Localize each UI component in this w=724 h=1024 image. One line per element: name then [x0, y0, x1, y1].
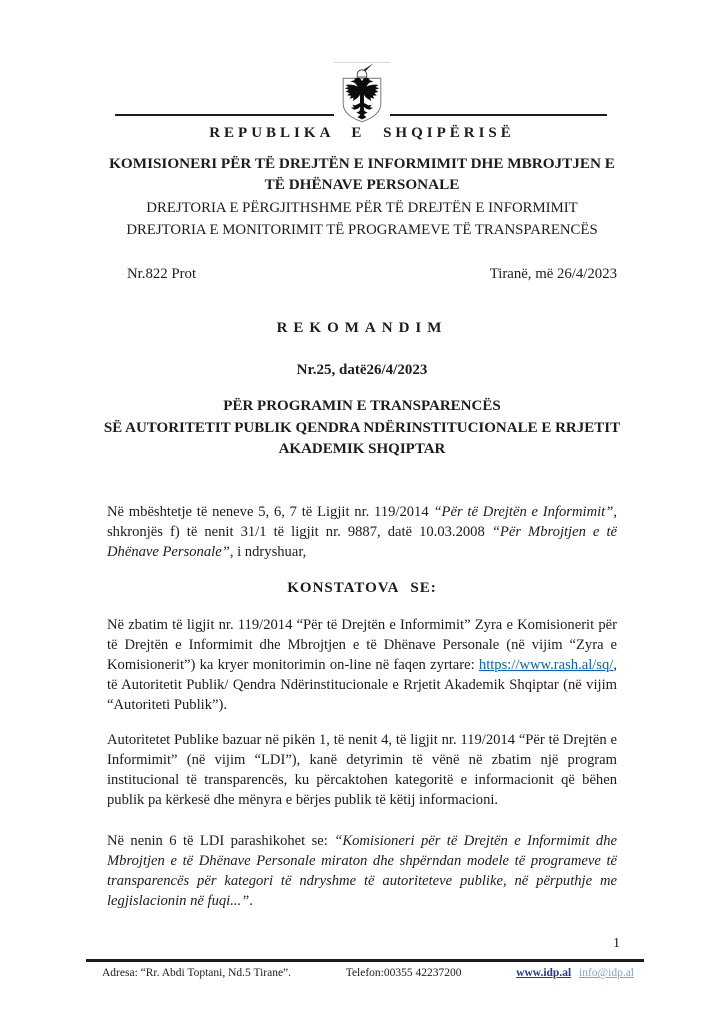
- footer-row: [102, 967, 634, 979]
- konstatova-heading: KONSTATOVA SE:: [287, 579, 437, 596]
- place-and-date: Tiranë, më 26/4/2023: [489, 266, 617, 282]
- paragraph-obligation: [107, 730, 617, 810]
- footer-phone: Telefon:00355 42237200: [345, 967, 462, 979]
- text-run: Në zbatim të ligjit nr. 119/2014 “Për të Drejtën e Informimit” Zyra e Komisionerit për të Drejtën e Informimit dhe Mbrojtjen e të Dhënave Personale (në vijim “Zyra e Komisionerit”) ka kryer monitorimin on-line në faqen zyrtare:: [107, 616, 617, 673]
- subject-line-2: SË AUTORITETIT PUBLIK QENDRA NDËRINSTITUCIONALE E RRJETIT: [103, 419, 621, 436]
- protocol-number: Nr.822 Prot: [127, 266, 197, 282]
- text-run: “Komisioneri për të Drejtën e Informimit dhe Mbrojtjen e të Dhënave Personale miraton dhe shpërndan modele të programeve të transparencës për kategori të ndryshme të autoriteteve publike, në përputhje me legjislacionin në fuqi...”: [107, 832, 618, 909]
- institution-name: KOMISIONERI PËR TË DREJTËN E INFORMIMIT DHE MBROJTJEN E TË DHËNAVE PERSONALE: [109, 155, 615, 193]
- page-number: 1: [613, 936, 620, 951]
- text-run: Në nenin 6 të LDI parashikohet se:: [107, 832, 335, 849]
- footer-website-link[interactable]: www.idp.al: [516, 967, 572, 979]
- rash-url-link[interactable]: https://www.rash.al/sq/: [478, 656, 614, 673]
- recommendation-number: Nr.25, datë26/4/2023: [296, 362, 428, 378]
- footer-links: [516, 967, 634, 979]
- text-run: , shkronjës f) të nenit 31/1 të ligjit nr. 9887, datë 10.03.2008: [107, 503, 618, 540]
- text-run: Autoritetet Publike bazuar në pikën 1, të nenit 4, të ligjit nr. 119/2014 “Për të Drejtën e Informimit” (në vijim “LDI”), kanë detyrimin të vënë në zbatim një program institucional të transparencës, ku përcaktohen kategoritë e informacionit që bëhen publik pa kërkesë dhe mënyra e bërjes publik të këtij informacioni.: [107, 731, 617, 808]
- text-run: , të Autoritetit Publik/ Qendra Ndërinstitucionale e Rrjetit Akademik Shqiptar (në vijim “Autoriteti Publik”).: [107, 656, 617, 713]
- directorate-line-2: DREJTORIA E MONITORIMIT TË PROGRAMEVE TË TRANSPARENCËS: [126, 222, 598, 238]
- paragraph-legal-basis: [107, 502, 617, 562]
- text-run: “Për të Drejtën e Informimit”: [433, 503, 614, 520]
- subject-line-1: PËR PROGRAMIN E TRANSPARENCËS: [223, 398, 501, 414]
- page-footer: [0, 936, 724, 979]
- protocol-row: [127, 266, 617, 283]
- footer-email-link[interactable]: info@idp.al: [579, 967, 634, 979]
- subject-line-3: AKADEMIK SHQIPTAR: [278, 441, 446, 457]
- directorate-line-1: DREJTORIA E PËRGJITHSHME PËR TË DREJTËN E INFORMIMIT: [146, 200, 578, 216]
- footer-divider: [86, 959, 644, 962]
- albanian-eagle-emblem-icon: [334, 62, 390, 123]
- rekomandim-heading: REKOMANDIM: [276, 320, 448, 336]
- text-run: .: [249, 892, 253, 909]
- text-run: Në mbështetje të neneve 5, 6, 7 të Ligjit nr. 119/2014: [107, 503, 434, 520]
- text-run: , i ndryshuar,: [229, 543, 307, 560]
- text-run: “Për Mbrojtjen e të Dhënave Personale”: [107, 523, 617, 560]
- document-header: [0, 64, 724, 122]
- republic-title: REPUBLIKA E SHQIPËRISË: [209, 125, 515, 141]
- paragraph-monitoring: [107, 615, 617, 715]
- subject-title: [0, 396, 724, 461]
- footer-address: Adresa: “Rr. Abdi Toptani, Nd.5 Tirane”.: [102, 967, 292, 979]
- paragraph-article-6: [107, 831, 617, 911]
